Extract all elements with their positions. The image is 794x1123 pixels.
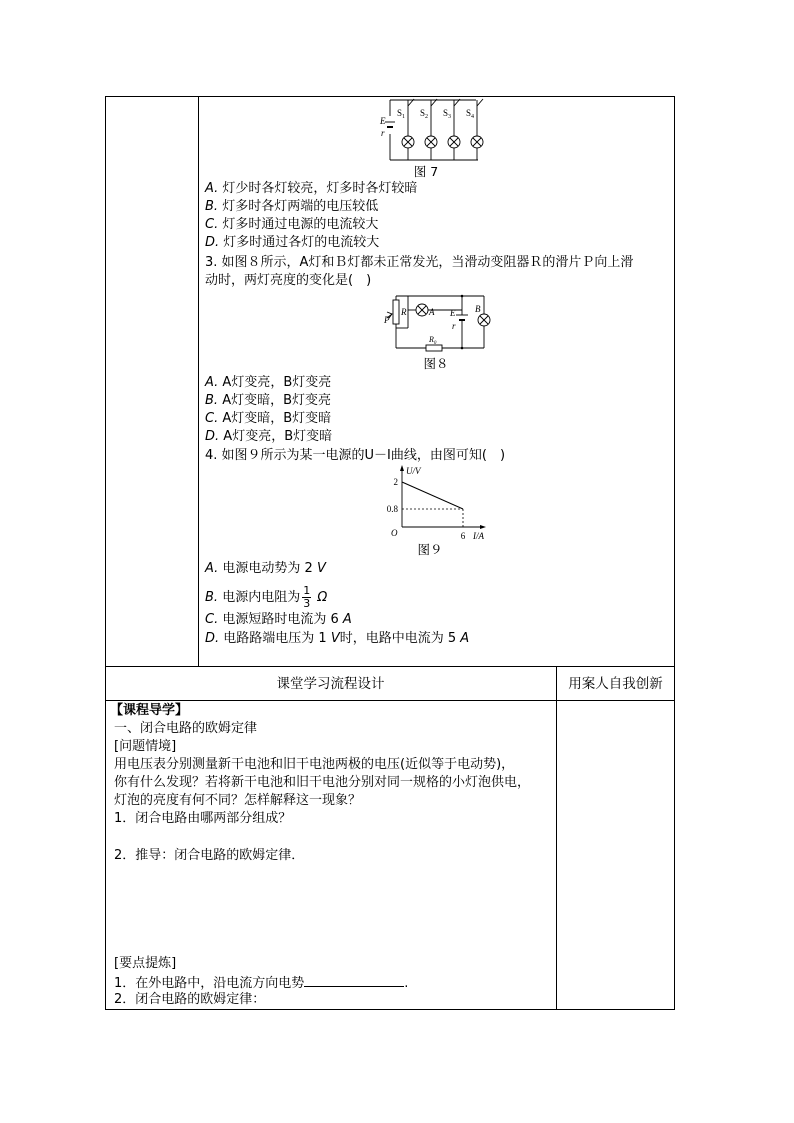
situation-line-1: 用电压表分别测量新干电池和旧干电池两极的电压(近似等于电动势)， xyxy=(114,757,515,772)
q3-option-b: B. A灯变暗，B灯变亮 xyxy=(205,393,332,408)
fig9-x-tick-label: 6 xyxy=(460,531,466,541)
branch-1 xyxy=(402,99,414,160)
section-header-bottom-border xyxy=(105,700,675,701)
figure-9-caption: 图９ xyxy=(417,542,443,557)
q2-option-a: A. 灯少时各灯较亮，灯多时各灯较暗 xyxy=(205,181,418,196)
fig9-y-tick-label: 0.8 xyxy=(386,504,398,514)
fig8-label-r: R xyxy=(401,307,407,317)
table-bottom-border xyxy=(105,1009,675,1010)
key-point-1-blank[interactable] xyxy=(304,973,404,987)
branch-2 xyxy=(425,99,437,160)
q3-option-d: D. A灯变亮，B灯变暗 xyxy=(205,429,333,444)
q4-option-d: D. 电路路端电压为 1 V时，电路中电流为 5 A xyxy=(205,631,470,646)
q3-option-a: A. A灯变亮，B灯变亮 xyxy=(205,375,332,390)
fig7-label-e: E xyxy=(380,116,386,126)
section-header-flow-design: 课堂学习流程设计 xyxy=(276,676,385,692)
table-left-border xyxy=(105,96,106,1010)
q4-option-b: B. 电源内电阻为 $\frac{1}{3}$ Ω xyxy=(205,584,328,610)
fig8-label-r-internal: r xyxy=(452,321,456,331)
q3-stem-line-1: 3. 如图８所示，A灯和Ｂ灯都未正常发光，当滑动变阻器Ｒ的滑片Ｐ向上滑 xyxy=(205,255,634,270)
lesson-question-1: 1．闭合电路由哪两部分组成？ xyxy=(114,811,292,826)
fig9-y-axis-label: U/V xyxy=(406,466,421,476)
fig9-y-axis-arrow xyxy=(400,465,404,471)
branch-4 xyxy=(471,99,483,160)
situation-line-3: 灯泡的亮度有何不同？怎样解释这一现象？ xyxy=(114,793,362,808)
figure-8-circuit xyxy=(380,290,492,354)
lesson-heading: 【课程导学】 xyxy=(110,703,189,718)
figure-9-ui-chart xyxy=(360,462,500,542)
fig8-label-a: A xyxy=(429,307,435,317)
lesson-subheading: 一、闭合电路的欧姆定律 xyxy=(114,721,258,736)
fig9-x-axis-arrow xyxy=(480,525,486,529)
worksheet-table xyxy=(105,96,675,1010)
top-row-divider xyxy=(198,96,199,666)
key-points-label: [要点提炼] xyxy=(114,956,177,971)
section-header-self-innovation: 用案人自我创新 xyxy=(568,676,663,692)
fig8-label-e: E xyxy=(450,308,456,318)
fraction-one-third: $\frac{1}{3}$ xyxy=(303,584,311,610)
fig7-label-r: r xyxy=(381,128,385,138)
q2-option-c: C. 灯多时通过电源的电流较大 xyxy=(205,217,379,232)
q3-stem-line-2: 动时，两灯亮度的变化是( ) xyxy=(205,273,372,288)
section-header-top-border xyxy=(105,666,675,667)
fig8-label-r0: $R_0$ xyxy=(429,335,437,346)
fig9-x-axis-label: I/A xyxy=(473,531,484,541)
fig7-switch-label-2: $S_2$ xyxy=(420,108,429,120)
table-right-border xyxy=(674,96,675,1010)
key-point-1: 1．在外电路中，沿电流方向电势 . xyxy=(114,973,408,993)
lesson-question-2: 2．推导：闭合电路的欧姆定律． xyxy=(114,848,305,863)
fig9-ui-line xyxy=(402,482,463,509)
right-column-divider xyxy=(556,666,557,1010)
q4-option-a: A. 电源电动势为 2 V xyxy=(205,561,326,576)
figure-7-caption: 图 7 xyxy=(413,164,439,179)
figure-8-caption: 图８ xyxy=(423,356,449,371)
branch-3 xyxy=(448,99,460,160)
fig7-switch-label-4: $S_4$ xyxy=(466,108,475,120)
situation-line-2: 你有什么发现？若将新干电池和旧干电池分别对同一规格的小灯泡供电， xyxy=(114,775,531,790)
fig9-y-tick-label: 2 xyxy=(393,477,398,487)
fig8-label-b: B xyxy=(475,304,481,314)
fig7-switch-label-3: $S_3$ xyxy=(443,108,452,120)
fig8-label-p: P xyxy=(384,315,390,325)
fig7-switch-label-1: $S_1$ xyxy=(397,108,406,120)
q2-option-b: B. 灯多时各灯两端的电压较低 xyxy=(205,199,379,214)
key-point-2: 2．闭合电路的欧姆定律： xyxy=(114,992,266,1007)
figure-7-circuit xyxy=(378,96,490,164)
problem-situation-label: [问题情境] xyxy=(114,739,177,754)
q4-option-c: C. 电源短路时电流为 6 A xyxy=(205,612,352,627)
q3-option-c: C. A灯变暗，B灯变暗 xyxy=(205,411,332,426)
q2-option-d: D. 灯多时通过各灯的电流较大 xyxy=(205,235,380,250)
q4-stem: 4. 如图９所示为某一电源的U－I曲线，由图可知( ) xyxy=(205,448,506,463)
fig9-origin-label: O xyxy=(391,528,398,538)
